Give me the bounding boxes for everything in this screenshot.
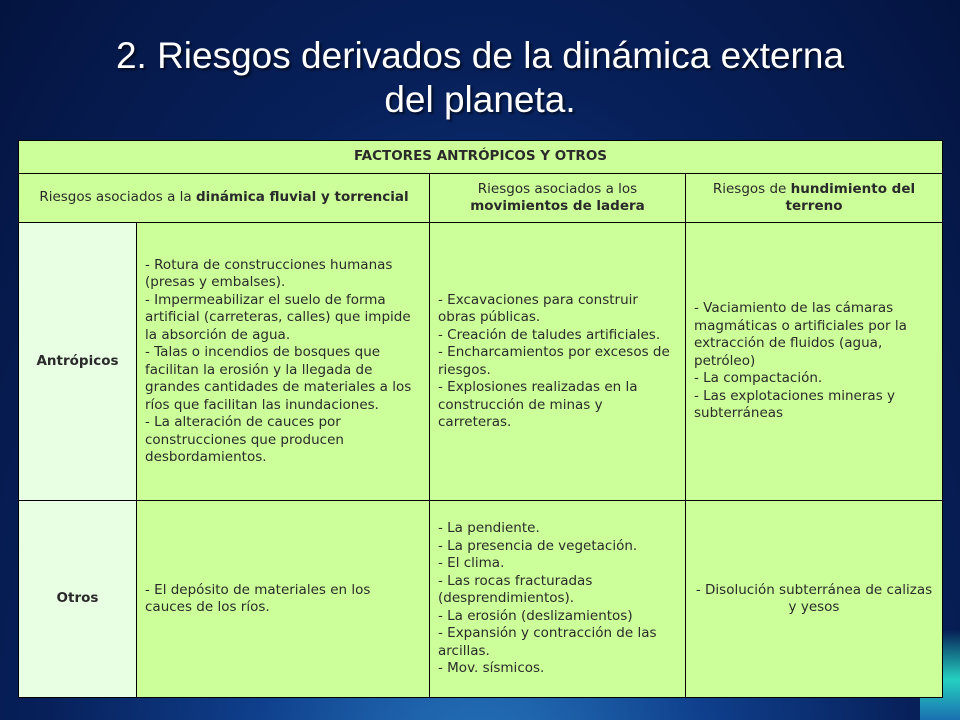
column-header-ladera: Riesgos asociados a los movimientos de ladera — [430, 174, 686, 223]
list-item: - Rotura de construcciones humanas (presas y embalses). — [145, 256, 393, 290]
list-item: - Excavaciones para construir obras públicas. — [438, 291, 638, 325]
list-item: - Disolución subterránea de calizas y yesos — [695, 581, 933, 615]
risk-factors-table — [18, 140, 943, 698]
list-item: - La erosión (deslizamientos) — [438, 607, 633, 624]
list-item: - La presencia de vegetación. — [438, 537, 638, 554]
cell-otros-hundimiento — [686, 501, 943, 698]
list-item: - La pendiente. — [438, 520, 540, 537]
cell-antropicos-hundimiento — [686, 223, 943, 501]
list-item: - Expansión y contracción de las arcillas. — [438, 625, 657, 659]
row-header-antropicos: Antrópicos — [19, 223, 137, 501]
slide-title — [0, 34, 960, 122]
slide-title-line-1: 2. Riesgos derivados de la dinámica externa — [115, 35, 845, 76]
list-item: - Las rocas fracturadas (desprendimientos). — [438, 572, 593, 607]
row-header-otros: Otros — [19, 501, 137, 698]
column-header-hundimiento: Riesgos de hundimiento del terreno — [686, 174, 943, 223]
list-item: - Talas o incendios de bosques que facilitan la erosión y la llegada de grandes cantidades de materiales a los ríos que facilitan las inundaciones. — [145, 344, 412, 413]
table-header: FACTORES ANTRÓPICOS Y OTROS — [19, 141, 943, 174]
cell-otros-ladera — [430, 501, 686, 698]
list-item: - El clima. — [438, 555, 505, 572]
list-item: - Mov. sísmicos. — [438, 660, 545, 677]
list-item: - La compactación. — [694, 370, 823, 387]
list-item: - Encharcamientos por excesos de riesgos. — [438, 344, 670, 378]
list-item: - Vaciamiento de las cámaras magmáticas o artificiales por la extracción de fluidos (agua, petróleo) — [694, 300, 907, 369]
list-item: - La alteración de cauces por construcciones que producen desbordamientos. — [145, 414, 344, 465]
list-item: - Explosiones realizadas en la construcción de minas y carreteras. — [438, 379, 638, 430]
slide-title-line-2: del planeta. — [384, 79, 576, 120]
list-item: - Las explotaciones mineras y subterráneas — [694, 387, 896, 422]
cell-otros-fluvial — [137, 501, 430, 698]
cell-antropicos-fluvial — [137, 223, 430, 501]
list-item: - Impermeabilizar el suelo de forma artificial (carreteras, calles) que impide la absorción de agua. — [145, 291, 411, 343]
column-header-fluvial: Riesgos asociados a la dinámica fluvial y torrencial — [19, 174, 430, 223]
list-item: - El depósito de materiales en los cauces de los ríos. — [145, 581, 371, 615]
cell-antropicos-ladera — [430, 223, 686, 501]
list-item: - Creación de taludes artificiales. — [438, 326, 661, 343]
